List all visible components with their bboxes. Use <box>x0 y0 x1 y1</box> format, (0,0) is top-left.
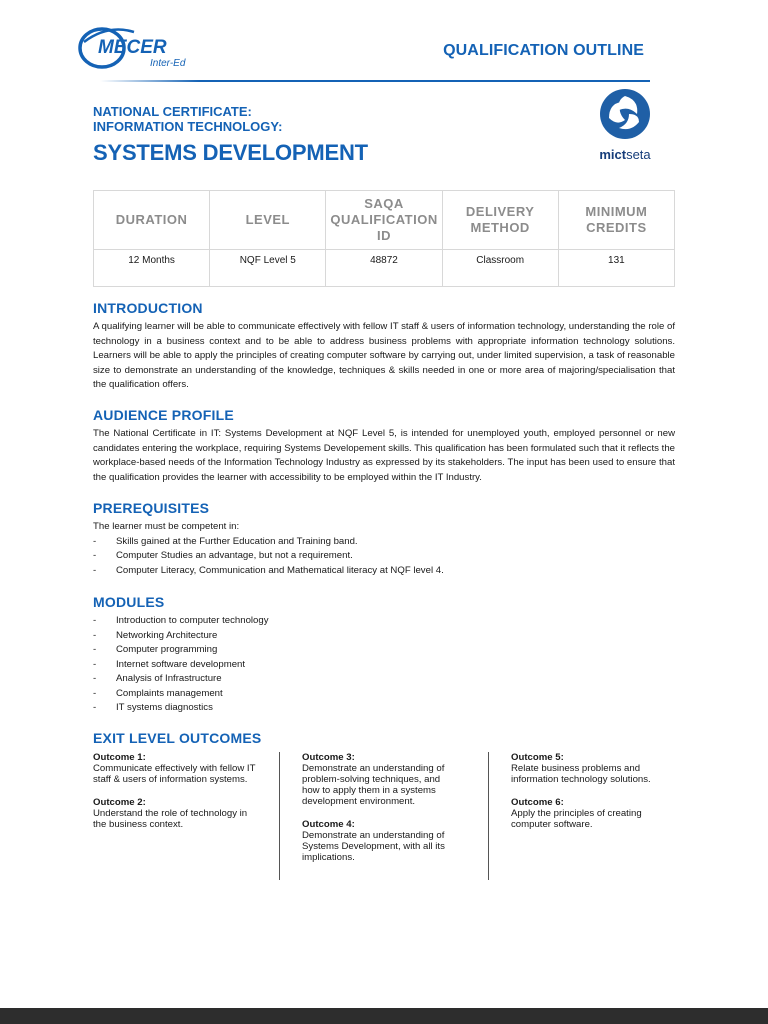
introduction-text: A qualifying learner will be able to communicate effectively with fellow IT staff & users of information technology, understanding the role of technology in a business context and to be able to address business problems with appropriate information technology solutions. Learners will be able to apply the principles of creating computer software by carrying out, under limited supervision, a task of reasonable size to demonstrate an understanding of the knowledge, techniques & skills needed in one or more area of majoring/specialisation that the qualification offers. <box>93 321 675 390</box>
mictseta-logo <box>590 88 660 163</box>
outcome-text: Demonstrate an understanding of Systems Development, with all its implications. <box>302 830 445 863</box>
qualification-summary-table <box>93 190 675 287</box>
modules-heading: MODULES <box>93 594 165 610</box>
title-line-1: NATIONAL CERTIFICATE: <box>93 104 252 119</box>
page-title: SYSTEMS DEVELOPMENT <box>93 140 368 165</box>
outcome-label: Outcome 3: <box>302 752 355 763</box>
list-item: - Complaints management <box>93 687 675 702</box>
list-item: - IT systems diagnostics <box>93 701 675 716</box>
value-level: NQF Level 5 <box>210 250 326 287</box>
prerequisites-list <box>93 535 675 579</box>
prerequisites-heading: PREREQUISITES <box>93 500 210 516</box>
audience-section <box>93 407 675 485</box>
list-item: - Networking Architecture <box>93 629 675 644</box>
table-row <box>94 250 675 287</box>
list-item: - Computer Studies an advantage, but not a requirement. <box>93 549 675 564</box>
list-item: - Analysis of Infrastructure <box>93 672 675 687</box>
outcomes-column-3 <box>511 752 671 842</box>
value-duration: 12 Months <box>94 250 210 287</box>
value-delivery-method: Classroom <box>442 250 558 287</box>
outcome-text: Demonstrate an understanding of problem-solving techniques, and how to apply them in a systems development environment. <box>302 763 445 807</box>
outcome-label: Outcome 4: <box>302 819 355 830</box>
value-saqa-id: 48872 <box>326 250 442 287</box>
modules-section <box>93 594 675 716</box>
outcomes-column-1 <box>93 752 263 842</box>
modules-list <box>93 614 675 716</box>
title-line-2: INFORMATION TECHNOLOGY: <box>93 119 283 134</box>
outcome-text: Understand the role of technology in the business context. <box>93 808 248 830</box>
audience-text: The National Certificate in IT: Systems Development at NQF Level 5, is intended for unemployed youth, employed personnel or new candidates entering the workplace, requiring Systems Developement skills. This qualification has been formulated such that it reflects the workplace-based needs of the Information Technology Industry as expressed by its stakeholders. The input has been used to ensure that the qualification provides the learner with accessibility to be employed within the IT Industry. <box>93 428 675 483</box>
outcome-label: Outcome 2: <box>93 797 146 808</box>
title-block <box>93 104 368 166</box>
header-saqa-id: SAQA QUALIFICATION ID <box>326 191 442 250</box>
outcomes-column-2 <box>302 752 452 875</box>
introduction-section <box>93 300 675 393</box>
header-duration: DURATION <box>94 191 210 250</box>
mictseta-wordmark: mictseta <box>599 147 651 162</box>
outcomes-section <box>93 730 675 750</box>
outcome-text: Relate business problems and information technology solutions. <box>511 763 651 785</box>
value-minimum-credits: 131 <box>558 250 674 287</box>
outcome-label: Outcome 1: <box>93 752 146 763</box>
list-item: - Skills gained at the Further Education and Training band. <box>93 535 675 550</box>
mictseta-swirl-icon <box>599 88 651 140</box>
list-item: - Computer Literacy, Communication and Mathematical literacy at NQF level 4. <box>93 564 675 579</box>
outcomes-grid <box>93 752 675 882</box>
logo-subtext: Inter-Ed <box>150 58 186 69</box>
list-item: - Computer programming <box>93 643 675 658</box>
prerequisites-intro: The learner must be competent in: <box>93 521 240 532</box>
prerequisites-section <box>93 500 675 578</box>
footer-bar <box>0 1008 768 1024</box>
list-item: - Internet software development <box>93 658 675 673</box>
logo-text: MECER <box>98 37 167 58</box>
qualification-outline-heading: QUALIFICATION OUTLINE <box>443 42 644 59</box>
list-item: - Introduction to computer technology <box>93 614 675 629</box>
audience-heading: AUDIENCE PROFILE <box>93 407 234 423</box>
mecer-logo <box>78 22 198 72</box>
column-divider <box>488 752 489 880</box>
header-divider <box>100 80 650 82</box>
header-delivery-method: DELIVERY METHOD <box>442 191 558 250</box>
header-level: LEVEL <box>210 191 326 250</box>
introduction-heading: INTRODUCTION <box>93 300 203 316</box>
outcomes-heading: EXIT LEVEL OUTCOMES <box>93 730 262 746</box>
column-divider <box>279 752 280 880</box>
outcome-text: Apply the principles of creating computer software. <box>511 808 642 830</box>
header-minimum-credits: MINIMUM CREDITS <box>558 191 674 250</box>
table-header-row <box>94 191 675 250</box>
outcome-text: Communicate effectively with fellow IT staff & users of information systems. <box>93 763 256 785</box>
outcome-label: Outcome 5: <box>511 752 564 763</box>
outcome-label: Outcome 6: <box>511 797 564 808</box>
